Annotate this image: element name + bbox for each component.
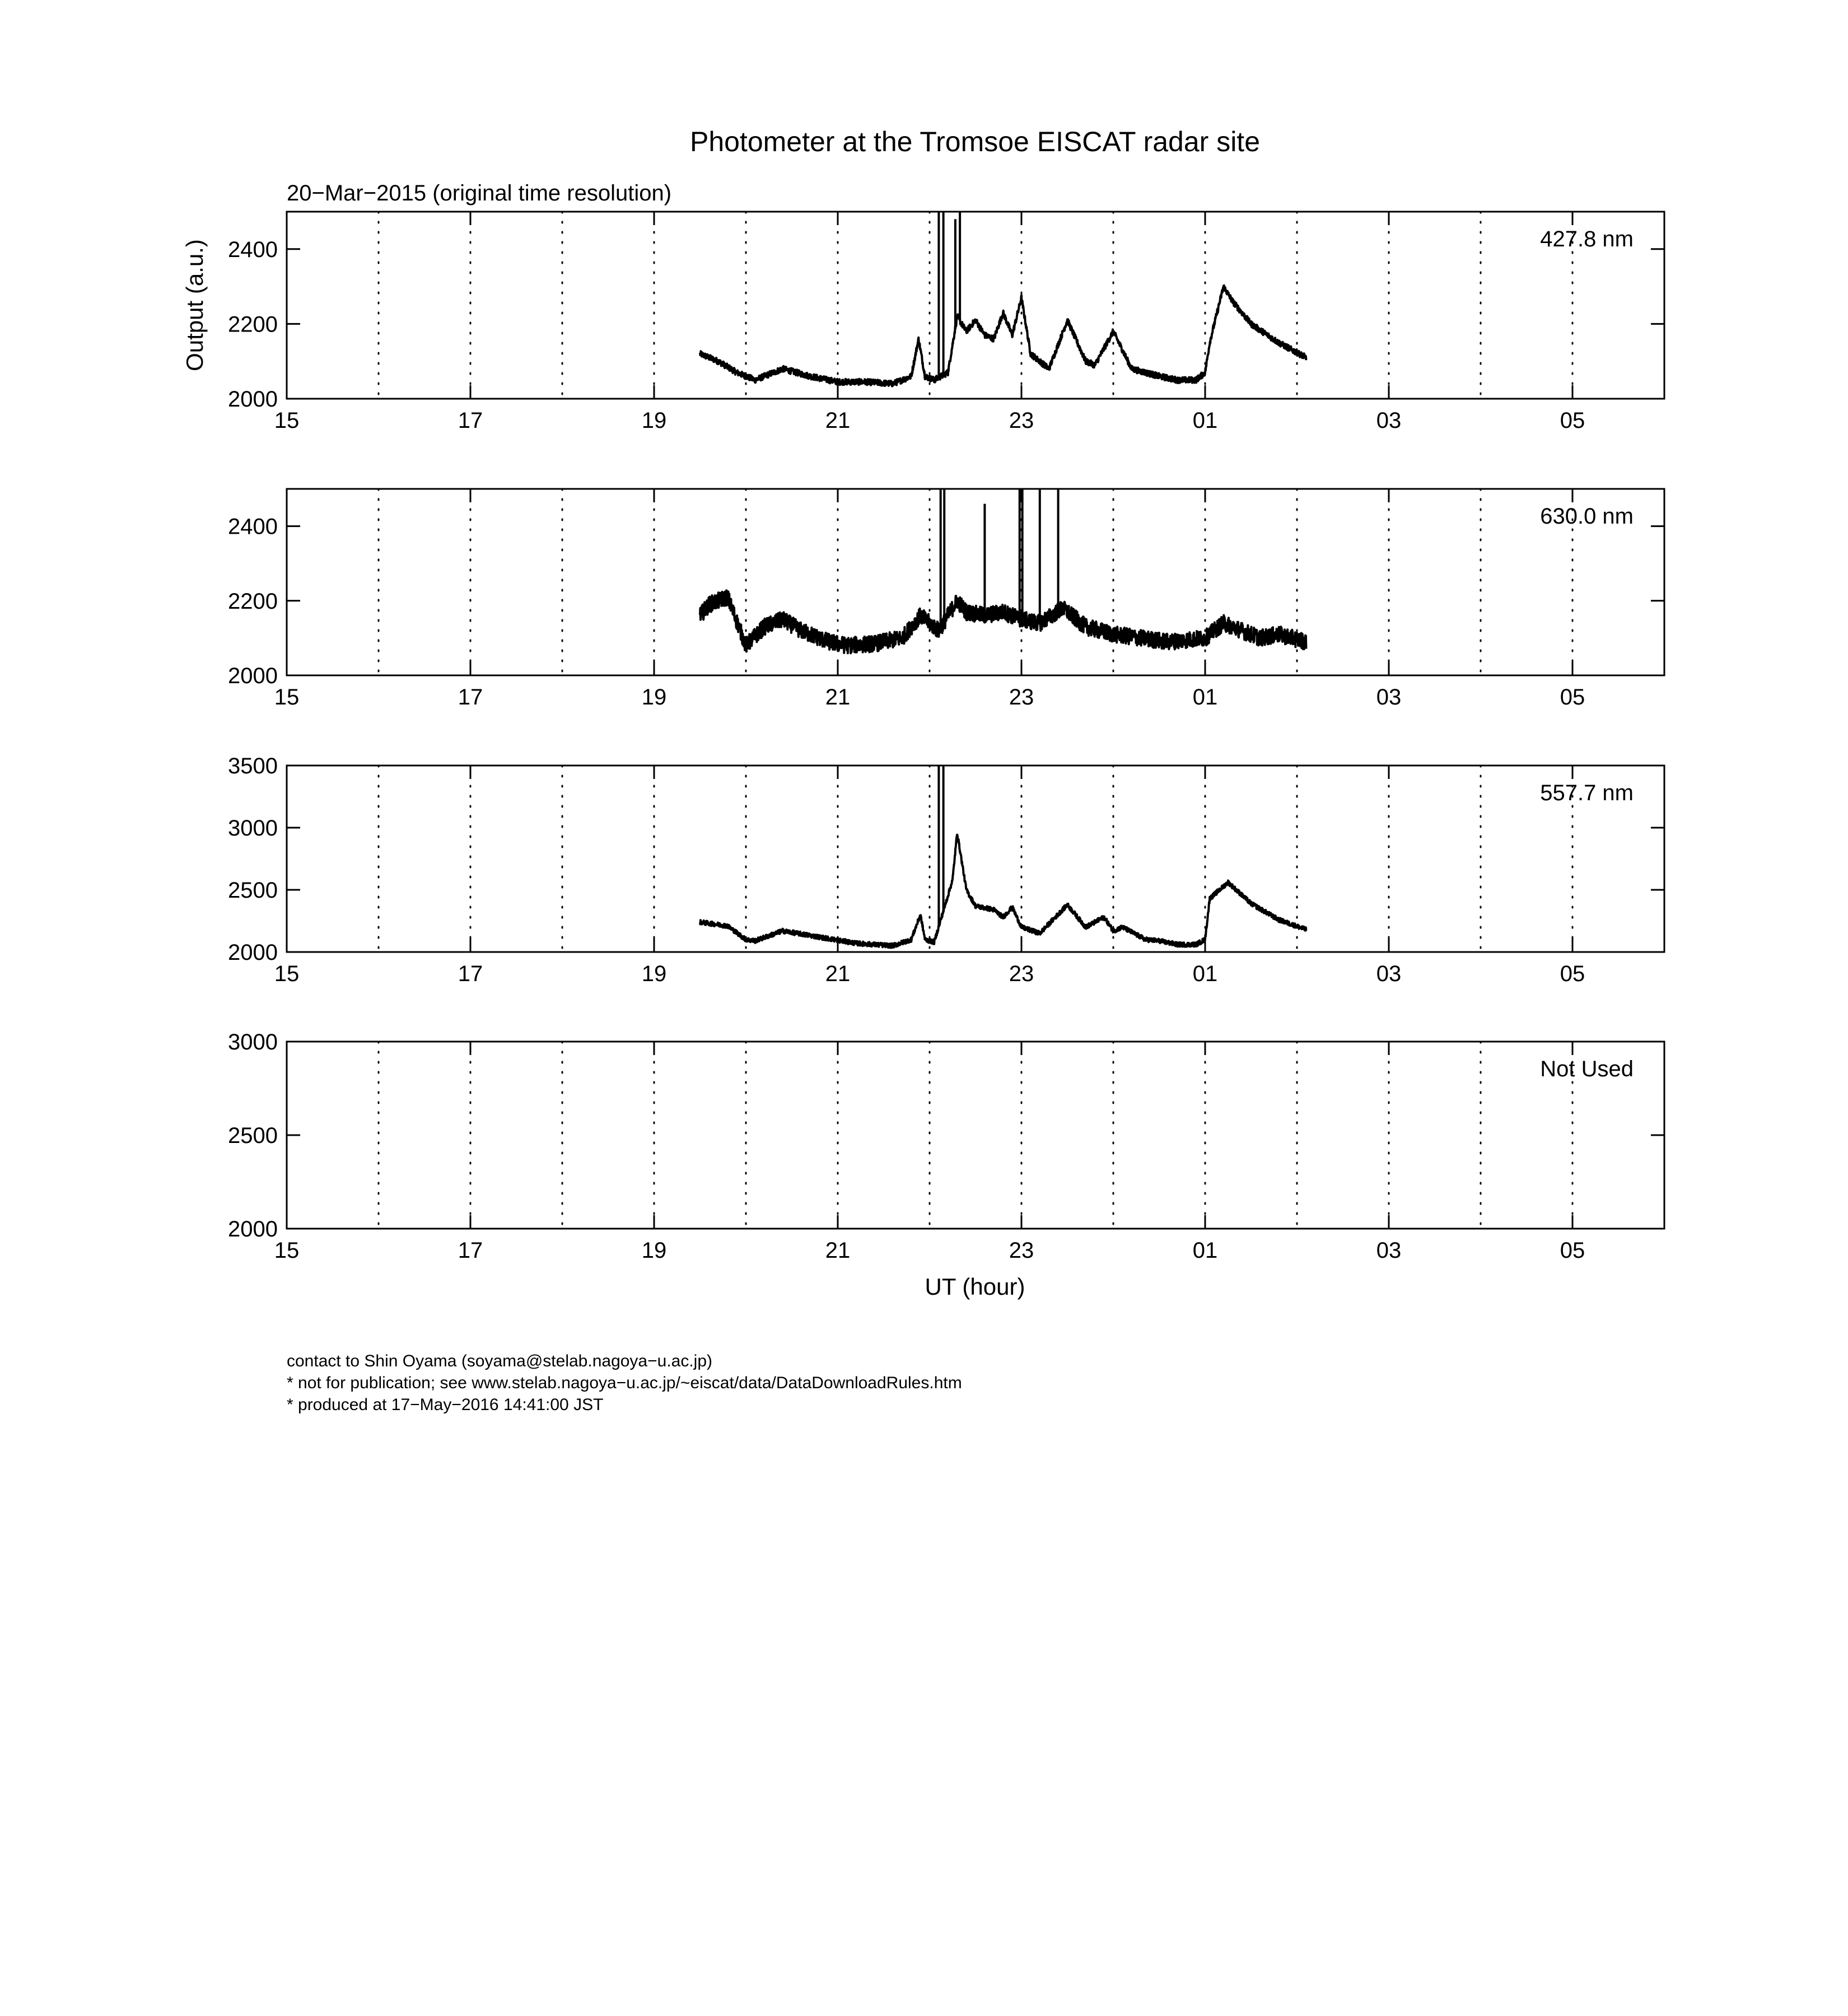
x-tick-label: 17 (458, 1238, 483, 1263)
y-tick-label: 2200 (228, 312, 278, 337)
figure-title: Photometer at the Tromsoe EISCAT radar site (689, 126, 1261, 157)
x-tick-label: 15 (274, 962, 300, 986)
y-tick-label: 2400 (228, 237, 278, 262)
footer-produced: * produced at 17−May−2016 14:41:00 JST (287, 1396, 604, 1414)
x-tick-label: 15 (274, 408, 300, 433)
x-tick-label: 19 (641, 962, 667, 986)
x-tick-label: 17 (458, 408, 483, 433)
x-tick-label: 03 (1376, 408, 1402, 433)
x-tick-label: 21 (825, 685, 851, 710)
x-tick-label: 05 (1560, 962, 1585, 986)
y-tick-label: 2400 (228, 514, 278, 539)
x-tick-label: 03 (1376, 1238, 1402, 1263)
x-axis-label: UT (hour) (925, 1273, 1025, 1300)
y-tick-label: 3500 (228, 754, 278, 778)
x-tick-label: 01 (1192, 408, 1218, 433)
x-tick-label: 01 (1192, 685, 1218, 710)
x-tick-label: 05 (1560, 408, 1585, 433)
x-tick-label: 03 (1376, 685, 1402, 710)
y-tick-label: 3000 (228, 816, 278, 841)
x-tick-label: 01 (1192, 1238, 1218, 1263)
y-tick-label: 2500 (228, 1123, 278, 1148)
channel-label: 630.0 nm (1540, 504, 1634, 529)
x-tick-label: 19 (641, 408, 667, 433)
channel-label: 557.7 nm (1540, 781, 1634, 805)
x-tick-label: 01 (1192, 962, 1218, 986)
x-tick-label: 17 (458, 685, 483, 710)
x-tick-label: 21 (825, 408, 851, 433)
footer-contact: contact to Shin Oyama (soyama@stelab.nagoya−u.ac.jp) (287, 1352, 713, 1370)
y-tick-label: 3000 (228, 1030, 278, 1054)
x-tick-label: 05 (1560, 1238, 1585, 1263)
x-tick-label: 19 (641, 1238, 667, 1263)
x-tick-label: 03 (1376, 962, 1402, 986)
y-tick-label: 2000 (228, 387, 278, 412)
y-tick-label: 2000 (228, 1217, 278, 1242)
x-tick-label: 21 (825, 962, 851, 986)
x-tick-label: 19 (641, 685, 667, 710)
x-tick-label: 17 (458, 962, 483, 986)
channel-label: Not Used (1540, 1057, 1634, 1081)
y-tick-label: 2000 (228, 664, 278, 688)
y-tick-label: 2000 (228, 940, 278, 965)
x-tick-label: 21 (825, 1238, 851, 1263)
x-tick-label: 23 (1009, 685, 1034, 710)
y-axis-label: Output (a.u.) (181, 239, 208, 371)
x-tick-label: 05 (1560, 685, 1585, 710)
y-tick-label: 2500 (228, 878, 278, 903)
x-tick-label: 23 (1009, 962, 1034, 986)
footer-publication-note: * not for publication; see www.stelab.nagoya−u.ac.jp/~eiscat/data/DataDownloadRules.htm (287, 1374, 962, 1392)
x-tick-label: 23 (1009, 408, 1034, 433)
x-tick-label: 23 (1009, 1238, 1034, 1263)
figure-subtitle: 20−Mar−2015 (original time resolution) (287, 181, 672, 206)
y-tick-label: 2200 (228, 589, 278, 614)
x-tick-label: 15 (274, 1238, 300, 1263)
x-tick-label: 15 (274, 685, 300, 710)
channel-label: 427.8 nm (1540, 227, 1634, 251)
